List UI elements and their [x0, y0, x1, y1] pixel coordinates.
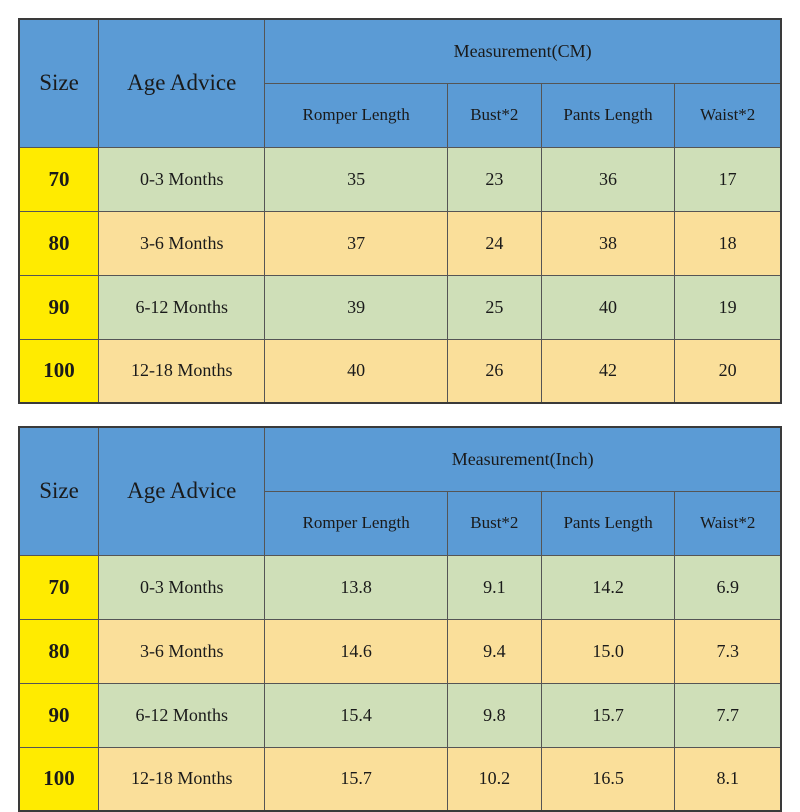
cell-romper-length: 13.8: [265, 555, 448, 619]
cell-bust: 23: [447, 147, 541, 211]
cell-size: 100: [19, 747, 99, 811]
cell-romper-length: 14.6: [265, 619, 448, 683]
cell-waist: 17: [675, 147, 781, 211]
header-age-advice: Age Advice: [99, 427, 265, 555]
table-row: [19, 619, 781, 683]
header-measurement-group: Measurement(Inch): [265, 427, 781, 491]
size-chart-table-inch: [18, 426, 782, 812]
cell-pants-length: 15.0: [541, 619, 675, 683]
cell-age: 3-6 Months: [99, 211, 265, 275]
cell-pants-length: 38: [541, 211, 675, 275]
cell-waist: 6.9: [675, 555, 781, 619]
table-row: [19, 683, 781, 747]
cell-size: 90: [19, 275, 99, 339]
table-row: [19, 211, 781, 275]
size-chart-table-cm: [18, 18, 782, 404]
cell-pants-length: 36: [541, 147, 675, 211]
cell-age: 6-12 Months: [99, 275, 265, 339]
cell-pants-length: 16.5: [541, 747, 675, 811]
header-pants-length: Pants Length: [541, 491, 675, 555]
cell-age: 12-18 Months: [99, 747, 265, 811]
cell-waist: 8.1: [675, 747, 781, 811]
cell-age: 12-18 Months: [99, 339, 265, 403]
header-romper-length: Romper Length: [265, 83, 448, 147]
table-row: [19, 275, 781, 339]
cell-bust: 24: [447, 211, 541, 275]
header-waist: Waist*2: [675, 83, 781, 147]
table-header-row-top: [19, 19, 781, 83]
header-bust: Bust*2: [447, 83, 541, 147]
cell-bust: 9.4: [447, 619, 541, 683]
cell-age: 0-3 Months: [99, 147, 265, 211]
cell-bust: 26: [447, 339, 541, 403]
cell-romper-length: 39: [265, 275, 448, 339]
cell-waist: 7.7: [675, 683, 781, 747]
table-row: [19, 147, 781, 211]
cell-bust: 9.8: [447, 683, 541, 747]
cell-size: 70: [19, 147, 99, 211]
cell-waist: 18: [675, 211, 781, 275]
cell-waist: 20: [675, 339, 781, 403]
table-row: [19, 747, 781, 811]
cell-bust: 25: [447, 275, 541, 339]
cell-romper-length: 35: [265, 147, 448, 211]
table-header-row-top: [19, 427, 781, 491]
table-row: [19, 555, 781, 619]
cell-size: 80: [19, 619, 99, 683]
cell-pants-length: 42: [541, 339, 675, 403]
cell-romper-length: 40: [265, 339, 448, 403]
cell-romper-length: 15.7: [265, 747, 448, 811]
cell-waist: 7.3: [675, 619, 781, 683]
cell-age: 6-12 Months: [99, 683, 265, 747]
cell-romper-length: 15.4: [265, 683, 448, 747]
cell-size: 100: [19, 339, 99, 403]
header-measurement-group: Measurement(CM): [265, 19, 781, 83]
cell-size: 80: [19, 211, 99, 275]
header-bust: Bust*2: [447, 491, 541, 555]
header-waist: Waist*2: [675, 491, 781, 555]
cell-pants-length: 15.7: [541, 683, 675, 747]
header-pants-length: Pants Length: [541, 83, 675, 147]
cell-pants-length: 40: [541, 275, 675, 339]
cell-pants-length: 14.2: [541, 555, 675, 619]
cell-age: 0-3 Months: [99, 555, 265, 619]
cell-waist: 19: [675, 275, 781, 339]
cell-bust: 10.2: [447, 747, 541, 811]
cell-size: 90: [19, 683, 99, 747]
header-romper-length: Romper Length: [265, 491, 448, 555]
cell-size: 70: [19, 555, 99, 619]
table-row: [19, 339, 781, 403]
header-size: Size: [19, 19, 99, 147]
cell-age: 3-6 Months: [99, 619, 265, 683]
header-size: Size: [19, 427, 99, 555]
cell-bust: 9.1: [447, 555, 541, 619]
header-age-advice: Age Advice: [99, 19, 265, 147]
cell-romper-length: 37: [265, 211, 448, 275]
